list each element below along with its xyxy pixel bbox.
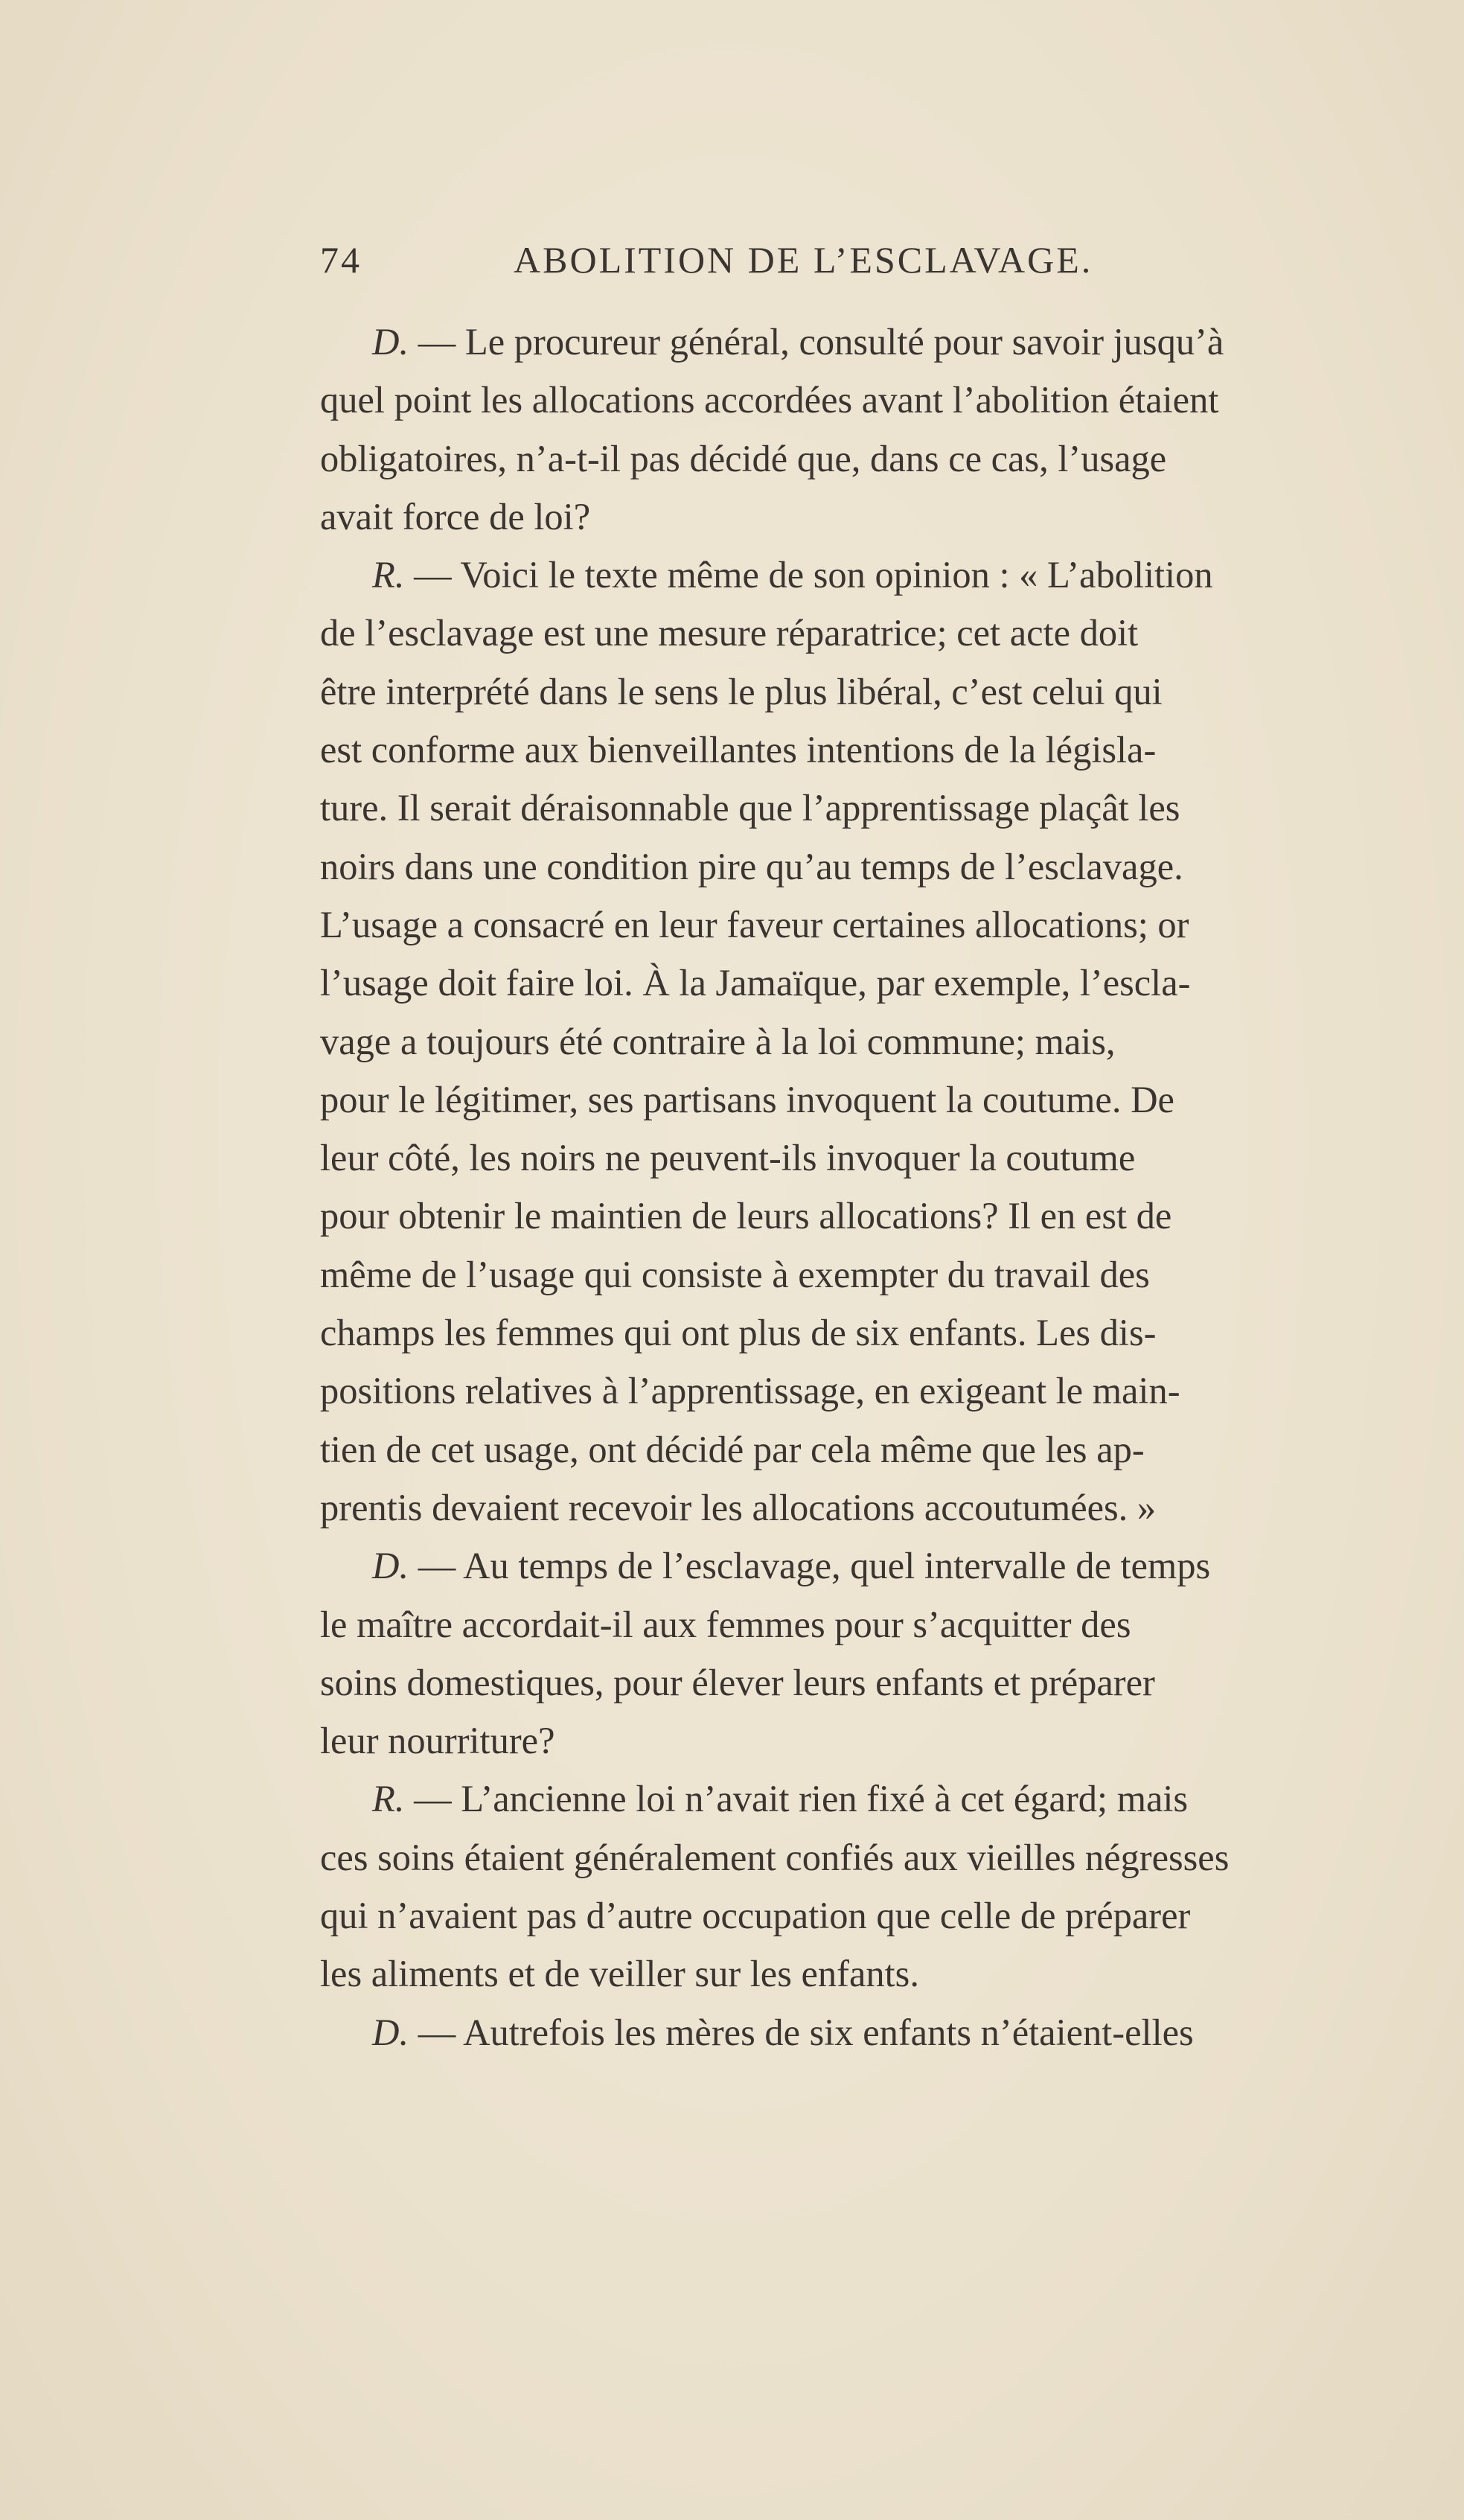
page-header xyxy=(320,238,1436,305)
text-line: ture. Il serait déraisonnable que l’apprentissage plaçât les xyxy=(320,787,1180,829)
speaker-label: R. xyxy=(372,554,405,596)
text-line: être interprété dans le sens le plus libéral, c’est celui qui xyxy=(320,670,1163,712)
speaker-label: R. xyxy=(372,1778,405,1820)
text-line: prentis devaient recevoir les allocations accoutumées. » xyxy=(320,1486,1157,1528)
text-line: avait force de loi? xyxy=(320,495,591,538)
speaker-label: D. xyxy=(372,2011,409,2053)
text-line: L’usage a consacré en leur faveur certaines allocations; or xyxy=(320,903,1189,945)
text-line: R. — Voici le texte même de son opinion : « L’abolition xyxy=(372,554,1213,596)
question-paragraph xyxy=(320,313,1436,546)
text-line: positions relatives à l’apprentissage, en exigeant le main- xyxy=(320,1370,1180,1412)
text-line: champs les femmes qui ont plus de six enfants. Les dis- xyxy=(320,1312,1157,1354)
text-line: leur nourriture? xyxy=(320,1720,555,1762)
text-line: leur côté, les noirs ne peuvent-ils invoquer la coutume xyxy=(320,1137,1136,1179)
text-line: ces soins étaient généralement confiés aux vieilles négresses xyxy=(320,1836,1230,1878)
text-line: quel point les allocations accordées avant l’abolition étaient xyxy=(320,379,1219,421)
text-line: l’usage doit faire loi. À la Jamaïque, par exemple, l’escla- xyxy=(320,962,1191,1004)
text-line: R. — L’ancienne loi n’avait rien fixé à cet égard; mais xyxy=(372,1778,1189,1820)
text-line: tien de cet usage, ont décidé par cela même que les ap- xyxy=(320,1428,1145,1470)
text-line: même de l’usage qui consiste à exempter du travail des xyxy=(320,1253,1150,1295)
text-line: pour obtenir le maintien de leurs allocations? Il en est de xyxy=(320,1195,1172,1237)
text-line: soins domestiques, pour élever leurs enfants et préparer xyxy=(320,1661,1155,1703)
text-line: obligatoires, n’a-t-il pas décidé que, dans ce cas, l’usage xyxy=(320,437,1167,479)
text-line: qui n’avaient pas d’autre occupation que celle de préparer xyxy=(320,1895,1191,1937)
text-line: le maître accordait-il aux femmes pour s’acquitter des xyxy=(320,1603,1131,1645)
text-line: pour le légitimer, ses partisans invoquent la coutume. De xyxy=(320,1078,1174,1120)
text-line: de l’esclavage est une mesure réparatrice; cet acte doit xyxy=(320,612,1139,654)
text-line: D. — Le procureur général, consulté pour savoir jusqu’à xyxy=(372,321,1224,363)
page-number: 74 xyxy=(320,239,362,281)
text-line: les aliments et de veiller sur les enfants. xyxy=(320,1953,919,1995)
text-line: D. — Autrefois les mères de six enfants n’étaient-elles xyxy=(372,2011,1194,2053)
question-paragraph xyxy=(320,2003,1436,2061)
answer-paragraph xyxy=(320,1770,1436,2003)
speaker-label: D. xyxy=(372,1545,409,1587)
running-title: ABOLITION DE L’ESCLAVAGE. xyxy=(514,239,1093,281)
text-line: vage a toujours été contraire à la loi commune; mais, xyxy=(320,1020,1116,1062)
question-paragraph xyxy=(320,1537,1436,1770)
text-line: noirs dans une condition pire qu’au temps de l’esclavage. xyxy=(320,845,1183,887)
text-block xyxy=(320,238,1436,2061)
text-line: est conforme aux bienveillantes intentions de la législa- xyxy=(320,729,1157,771)
answer-paragraph xyxy=(320,546,1436,1537)
text-line: D. — Au temps de l’esclavage, quel intervalle de temps xyxy=(372,1545,1211,1587)
speaker-label: D. xyxy=(372,321,409,363)
